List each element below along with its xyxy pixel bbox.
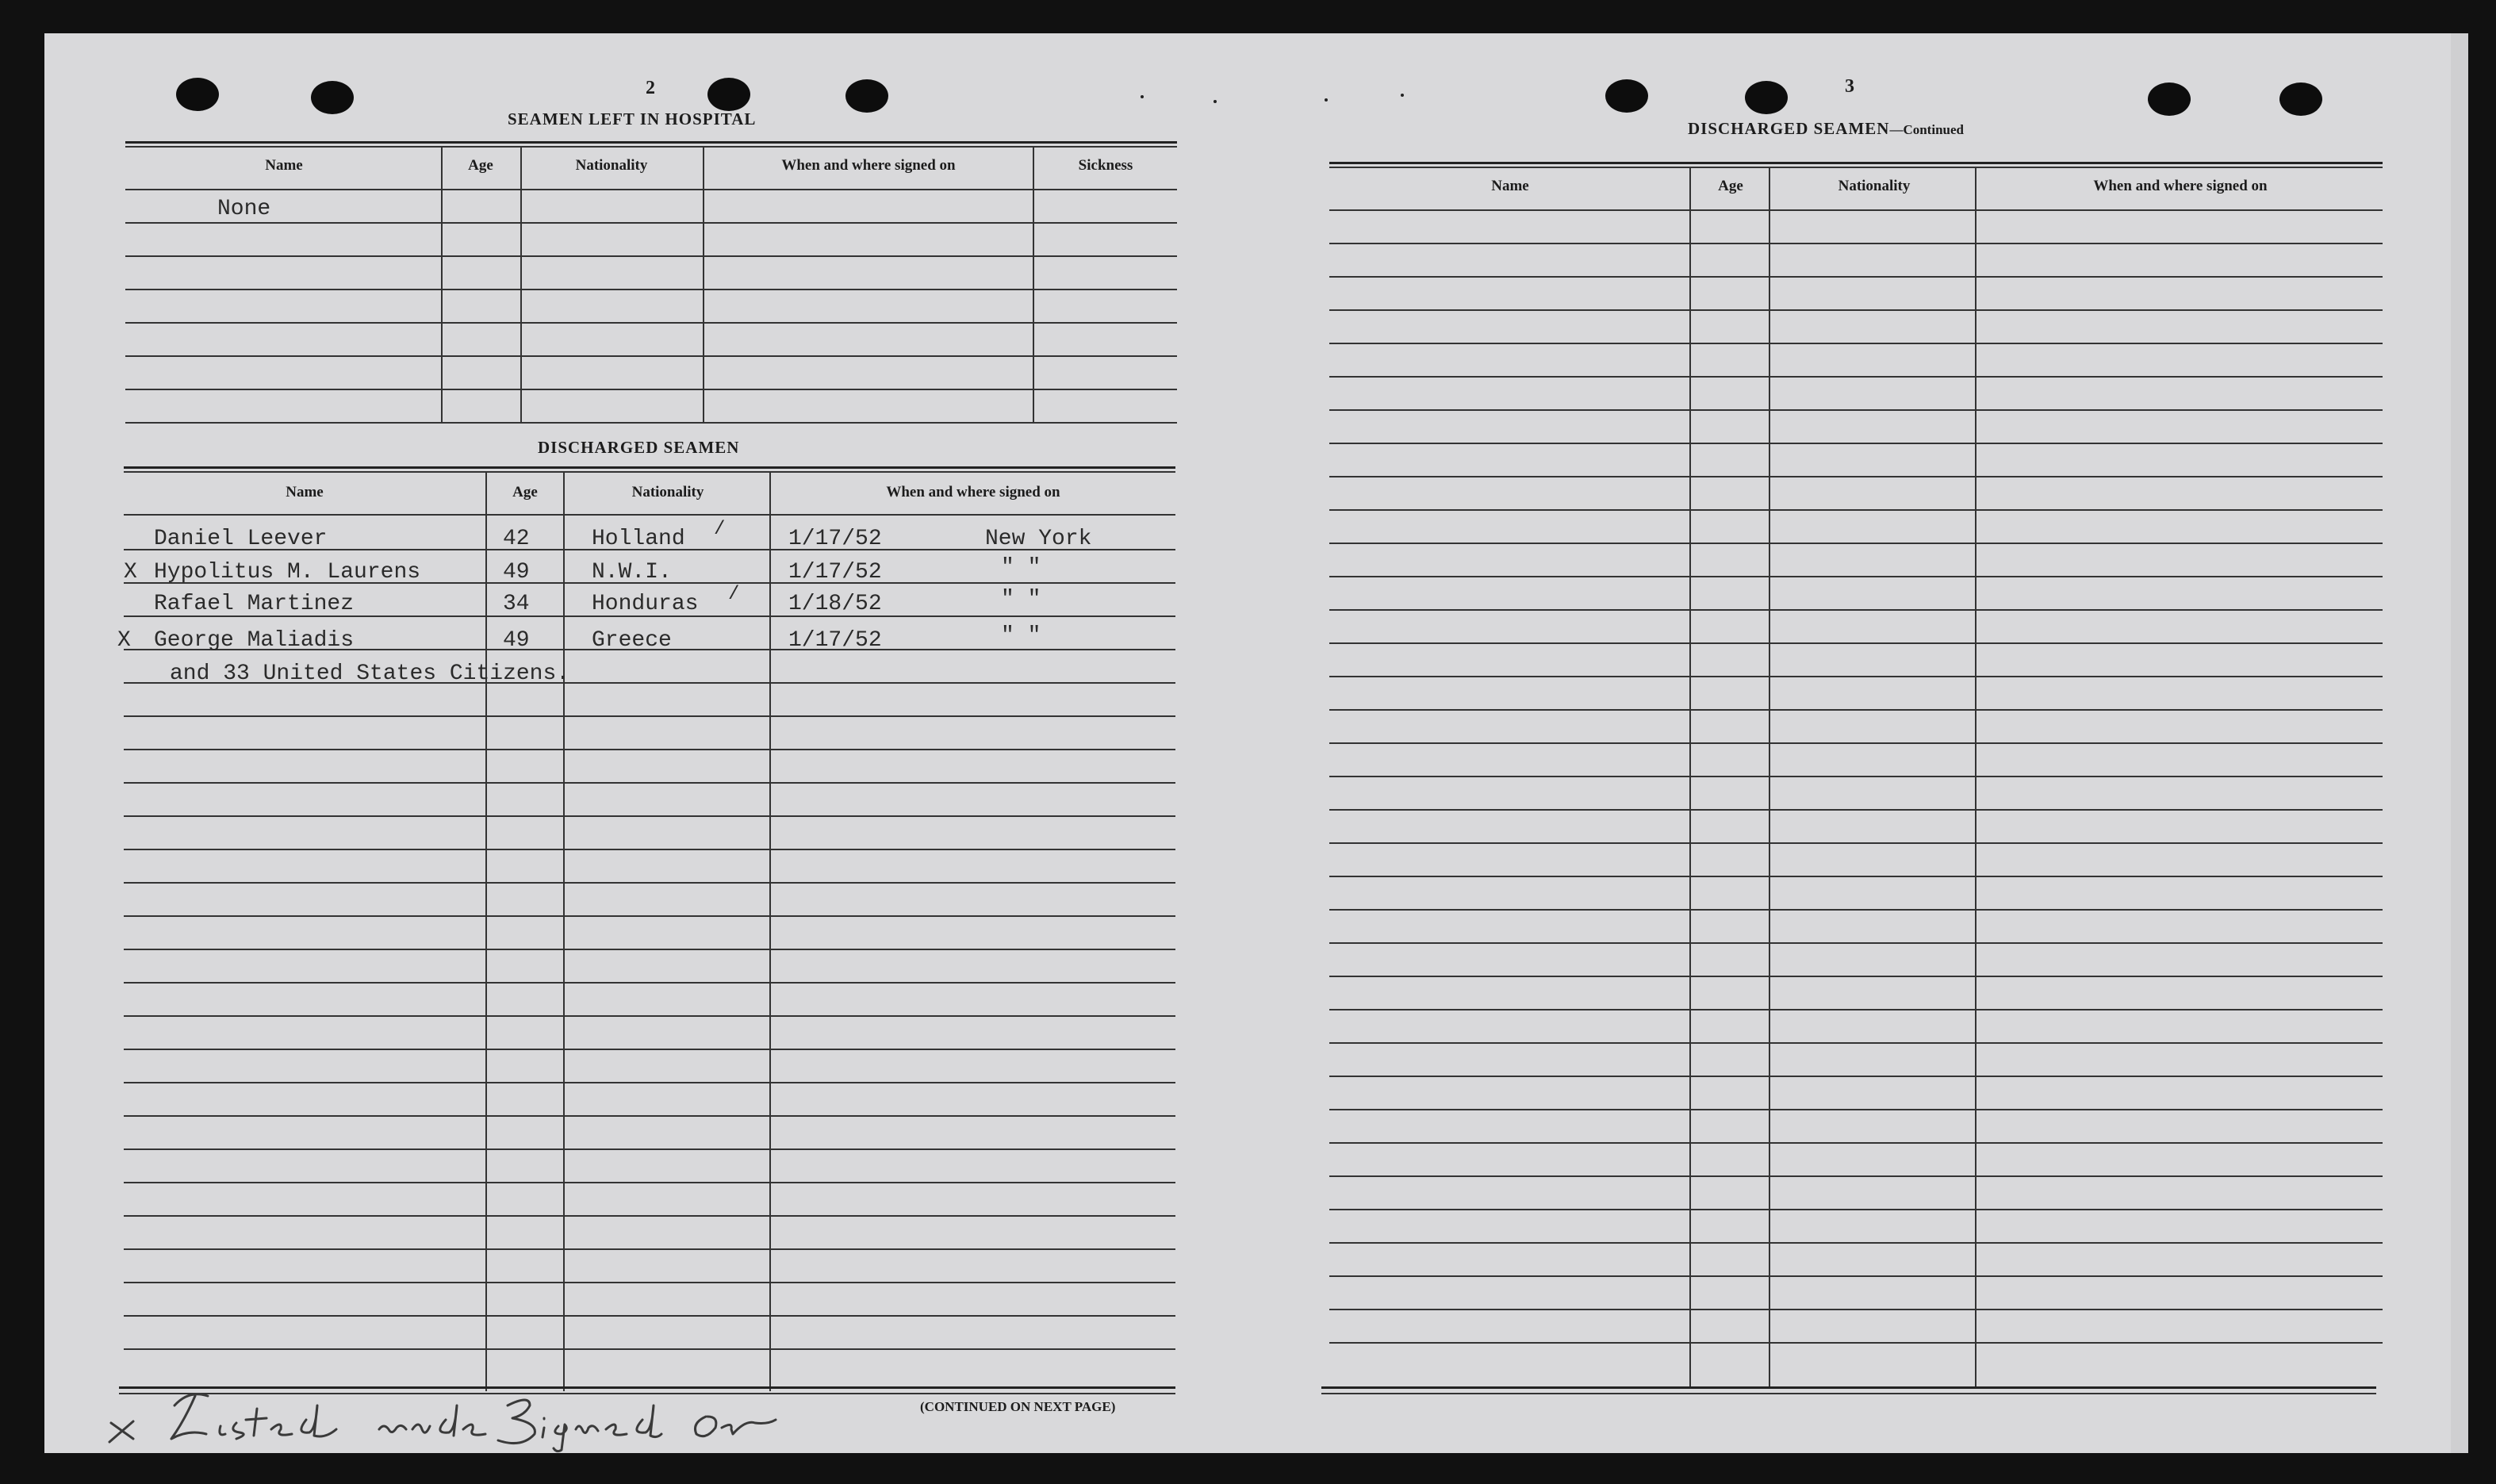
row-line xyxy=(1329,243,2383,244)
row-line xyxy=(1329,642,2383,644)
row-line xyxy=(1329,543,2383,544)
row-line xyxy=(125,222,1177,224)
column-divider xyxy=(520,146,522,424)
sheet-edge xyxy=(2451,33,2468,1453)
row-line xyxy=(1329,1309,2383,1310)
column-header-age: Age xyxy=(1718,178,1743,194)
column-header-nationality: Nationality xyxy=(631,484,704,500)
row-line xyxy=(1329,1076,2383,1077)
hospital-title: SEAMEN LEFT IN HOSPITAL xyxy=(508,109,757,128)
row-line xyxy=(1329,476,2383,477)
row-line xyxy=(1329,576,2383,577)
row-line xyxy=(124,1148,1175,1150)
row-line xyxy=(1329,1175,2383,1177)
check-mark: / xyxy=(714,519,726,540)
column-divider xyxy=(563,471,565,1391)
row-line xyxy=(1329,509,2383,511)
seaman-nationality: Honduras xyxy=(592,592,699,616)
seaman-age: 34 xyxy=(503,592,530,616)
signed-on-date: 1/17/52 xyxy=(788,560,882,585)
row-line xyxy=(125,355,1177,357)
column-divider xyxy=(441,146,443,424)
table-rule xyxy=(124,514,1175,516)
row-line xyxy=(1329,909,2383,911)
row-line xyxy=(1329,976,2383,977)
column-header-name: Name xyxy=(265,157,303,174)
column-divider xyxy=(1769,167,1770,1388)
row-line xyxy=(124,1182,1175,1183)
row-line xyxy=(1329,876,2383,877)
punch-hole xyxy=(2279,82,2322,116)
row-line xyxy=(124,915,1175,917)
row-line xyxy=(1329,1109,2383,1110)
continued-footer: (CONTINUED ON NEXT PAGE) xyxy=(920,1399,1116,1414)
row-line xyxy=(125,289,1177,290)
signed-on-date: 1/18/52 xyxy=(788,592,882,616)
punch-hole xyxy=(311,81,354,114)
column-header-sickness: Sickness xyxy=(1078,157,1133,174)
row-line xyxy=(1329,942,2383,944)
row-line xyxy=(124,715,1175,717)
table-rule xyxy=(125,422,1177,424)
table-rule xyxy=(125,189,1177,190)
row-line xyxy=(1329,709,2383,711)
punch-hole xyxy=(707,78,750,111)
signed-on-place: New York xyxy=(985,527,1092,551)
row-line xyxy=(125,255,1177,257)
seaman-age: 49 xyxy=(503,628,530,653)
speck xyxy=(1141,95,1144,98)
row-mark: X xyxy=(124,560,137,585)
punch-hole xyxy=(2148,82,2191,116)
column-divider xyxy=(1975,167,1976,1388)
seaman-name: George Maliadis xyxy=(154,628,355,653)
row-line xyxy=(124,949,1175,950)
row-line xyxy=(124,882,1175,884)
seaman-nationality: Greece xyxy=(592,628,672,653)
check-mark: / xyxy=(728,584,740,605)
title-suffix: —Continued xyxy=(1889,122,1964,137)
row-line xyxy=(125,322,1177,324)
row-line xyxy=(1329,1342,2383,1344)
table-rule xyxy=(1321,1393,2376,1394)
column-header-signed-on: When and where signed on xyxy=(781,157,956,174)
row-line xyxy=(124,1248,1175,1250)
row-line xyxy=(124,1015,1175,1017)
row-line xyxy=(1329,809,2383,811)
row-line xyxy=(1329,309,2383,311)
row-line xyxy=(1329,276,2383,278)
column-divider xyxy=(1689,167,1691,1388)
table-rule xyxy=(124,471,1175,473)
row-line xyxy=(124,1049,1175,1050)
signed-on-place: " " xyxy=(1001,555,1041,580)
row-line xyxy=(1329,676,2383,677)
column-header-signed-on: When and where signed on xyxy=(886,484,1060,500)
row-line xyxy=(1329,609,2383,611)
row-line xyxy=(1329,842,2383,844)
punch-hole xyxy=(1745,81,1788,114)
column-divider xyxy=(703,146,704,424)
row-line xyxy=(124,815,1175,817)
row-line xyxy=(1329,1042,2383,1044)
row-line xyxy=(124,782,1175,784)
row-line xyxy=(1329,1142,2383,1144)
row-line xyxy=(1329,1242,2383,1244)
row-line xyxy=(1329,1009,2383,1010)
seaman-name: Hypolitus M. Laurens xyxy=(154,560,421,585)
row-line xyxy=(124,749,1175,750)
seaman-nationality: Holland xyxy=(592,527,685,551)
column-divider xyxy=(485,471,487,1391)
row-line xyxy=(1329,776,2383,777)
table-rule xyxy=(125,141,1177,144)
row-line xyxy=(124,1115,1175,1117)
page-number: 2 xyxy=(646,78,655,98)
column-header-age: Age xyxy=(468,157,493,174)
punch-hole xyxy=(845,79,888,113)
column-header-name: Name xyxy=(286,484,324,500)
table-rule xyxy=(1329,209,2383,211)
column-header-signed-on: When and where signed on xyxy=(2093,178,2268,194)
row-line xyxy=(124,1348,1175,1350)
table-rule xyxy=(124,466,1175,469)
signed-on-date: 1/17/52 xyxy=(788,628,882,653)
column-divider xyxy=(769,471,771,1391)
punch-hole xyxy=(176,78,219,111)
discharged-title: DISCHARGED SEAMEN xyxy=(538,438,740,457)
row-line xyxy=(1329,443,2383,444)
row-line xyxy=(125,389,1177,390)
column-header-name: Name xyxy=(1491,178,1529,194)
row-line xyxy=(124,1315,1175,1317)
column-header-nationality: Nationality xyxy=(575,157,648,174)
row-line xyxy=(1329,343,2383,344)
signed-on-place: " " xyxy=(1001,587,1041,612)
row-line xyxy=(1329,1275,2383,1277)
signed-on-place: " " xyxy=(1001,623,1041,648)
column-divider xyxy=(1033,146,1034,424)
row-line xyxy=(124,849,1175,850)
speck xyxy=(1401,94,1404,97)
seaman-name: Daniel Leever xyxy=(154,527,328,551)
page-number: 3 xyxy=(1845,76,1854,97)
speck xyxy=(1213,100,1217,103)
row-line xyxy=(1329,1209,2383,1210)
table-rule xyxy=(125,146,1177,148)
signed-on-date: 1/17/52 xyxy=(788,527,882,551)
row-line xyxy=(1329,376,2383,378)
row-line xyxy=(124,982,1175,984)
table-rule xyxy=(1321,1386,2376,1389)
punch-hole xyxy=(1605,79,1648,113)
table-rule xyxy=(1329,167,2383,168)
column-header-age: Age xyxy=(512,484,538,500)
speck xyxy=(1325,98,1328,102)
discharged-continued-title xyxy=(1688,119,1964,139)
row-line xyxy=(124,1215,1175,1217)
row-line xyxy=(124,1282,1175,1283)
title-text: DISCHARGED SEAMEN xyxy=(1688,119,1890,138)
column-header-nationality: Nationality xyxy=(1838,178,1911,194)
seaman-nationality: N.W.I. xyxy=(592,560,672,585)
hospital-entry: None xyxy=(217,197,271,221)
row-line xyxy=(1329,742,2383,744)
table-rule xyxy=(1329,162,2383,164)
handwritten-annotation xyxy=(102,1382,831,1453)
citizens-note: and 33 United States Citizens. xyxy=(170,661,570,686)
seaman-age: 42 xyxy=(503,527,530,551)
row-line xyxy=(1329,409,2383,411)
row-mark: X xyxy=(117,628,131,653)
seaman-name: Rafael Martinez xyxy=(154,592,355,616)
seaman-age: 49 xyxy=(503,560,530,585)
row-line xyxy=(124,1082,1175,1083)
